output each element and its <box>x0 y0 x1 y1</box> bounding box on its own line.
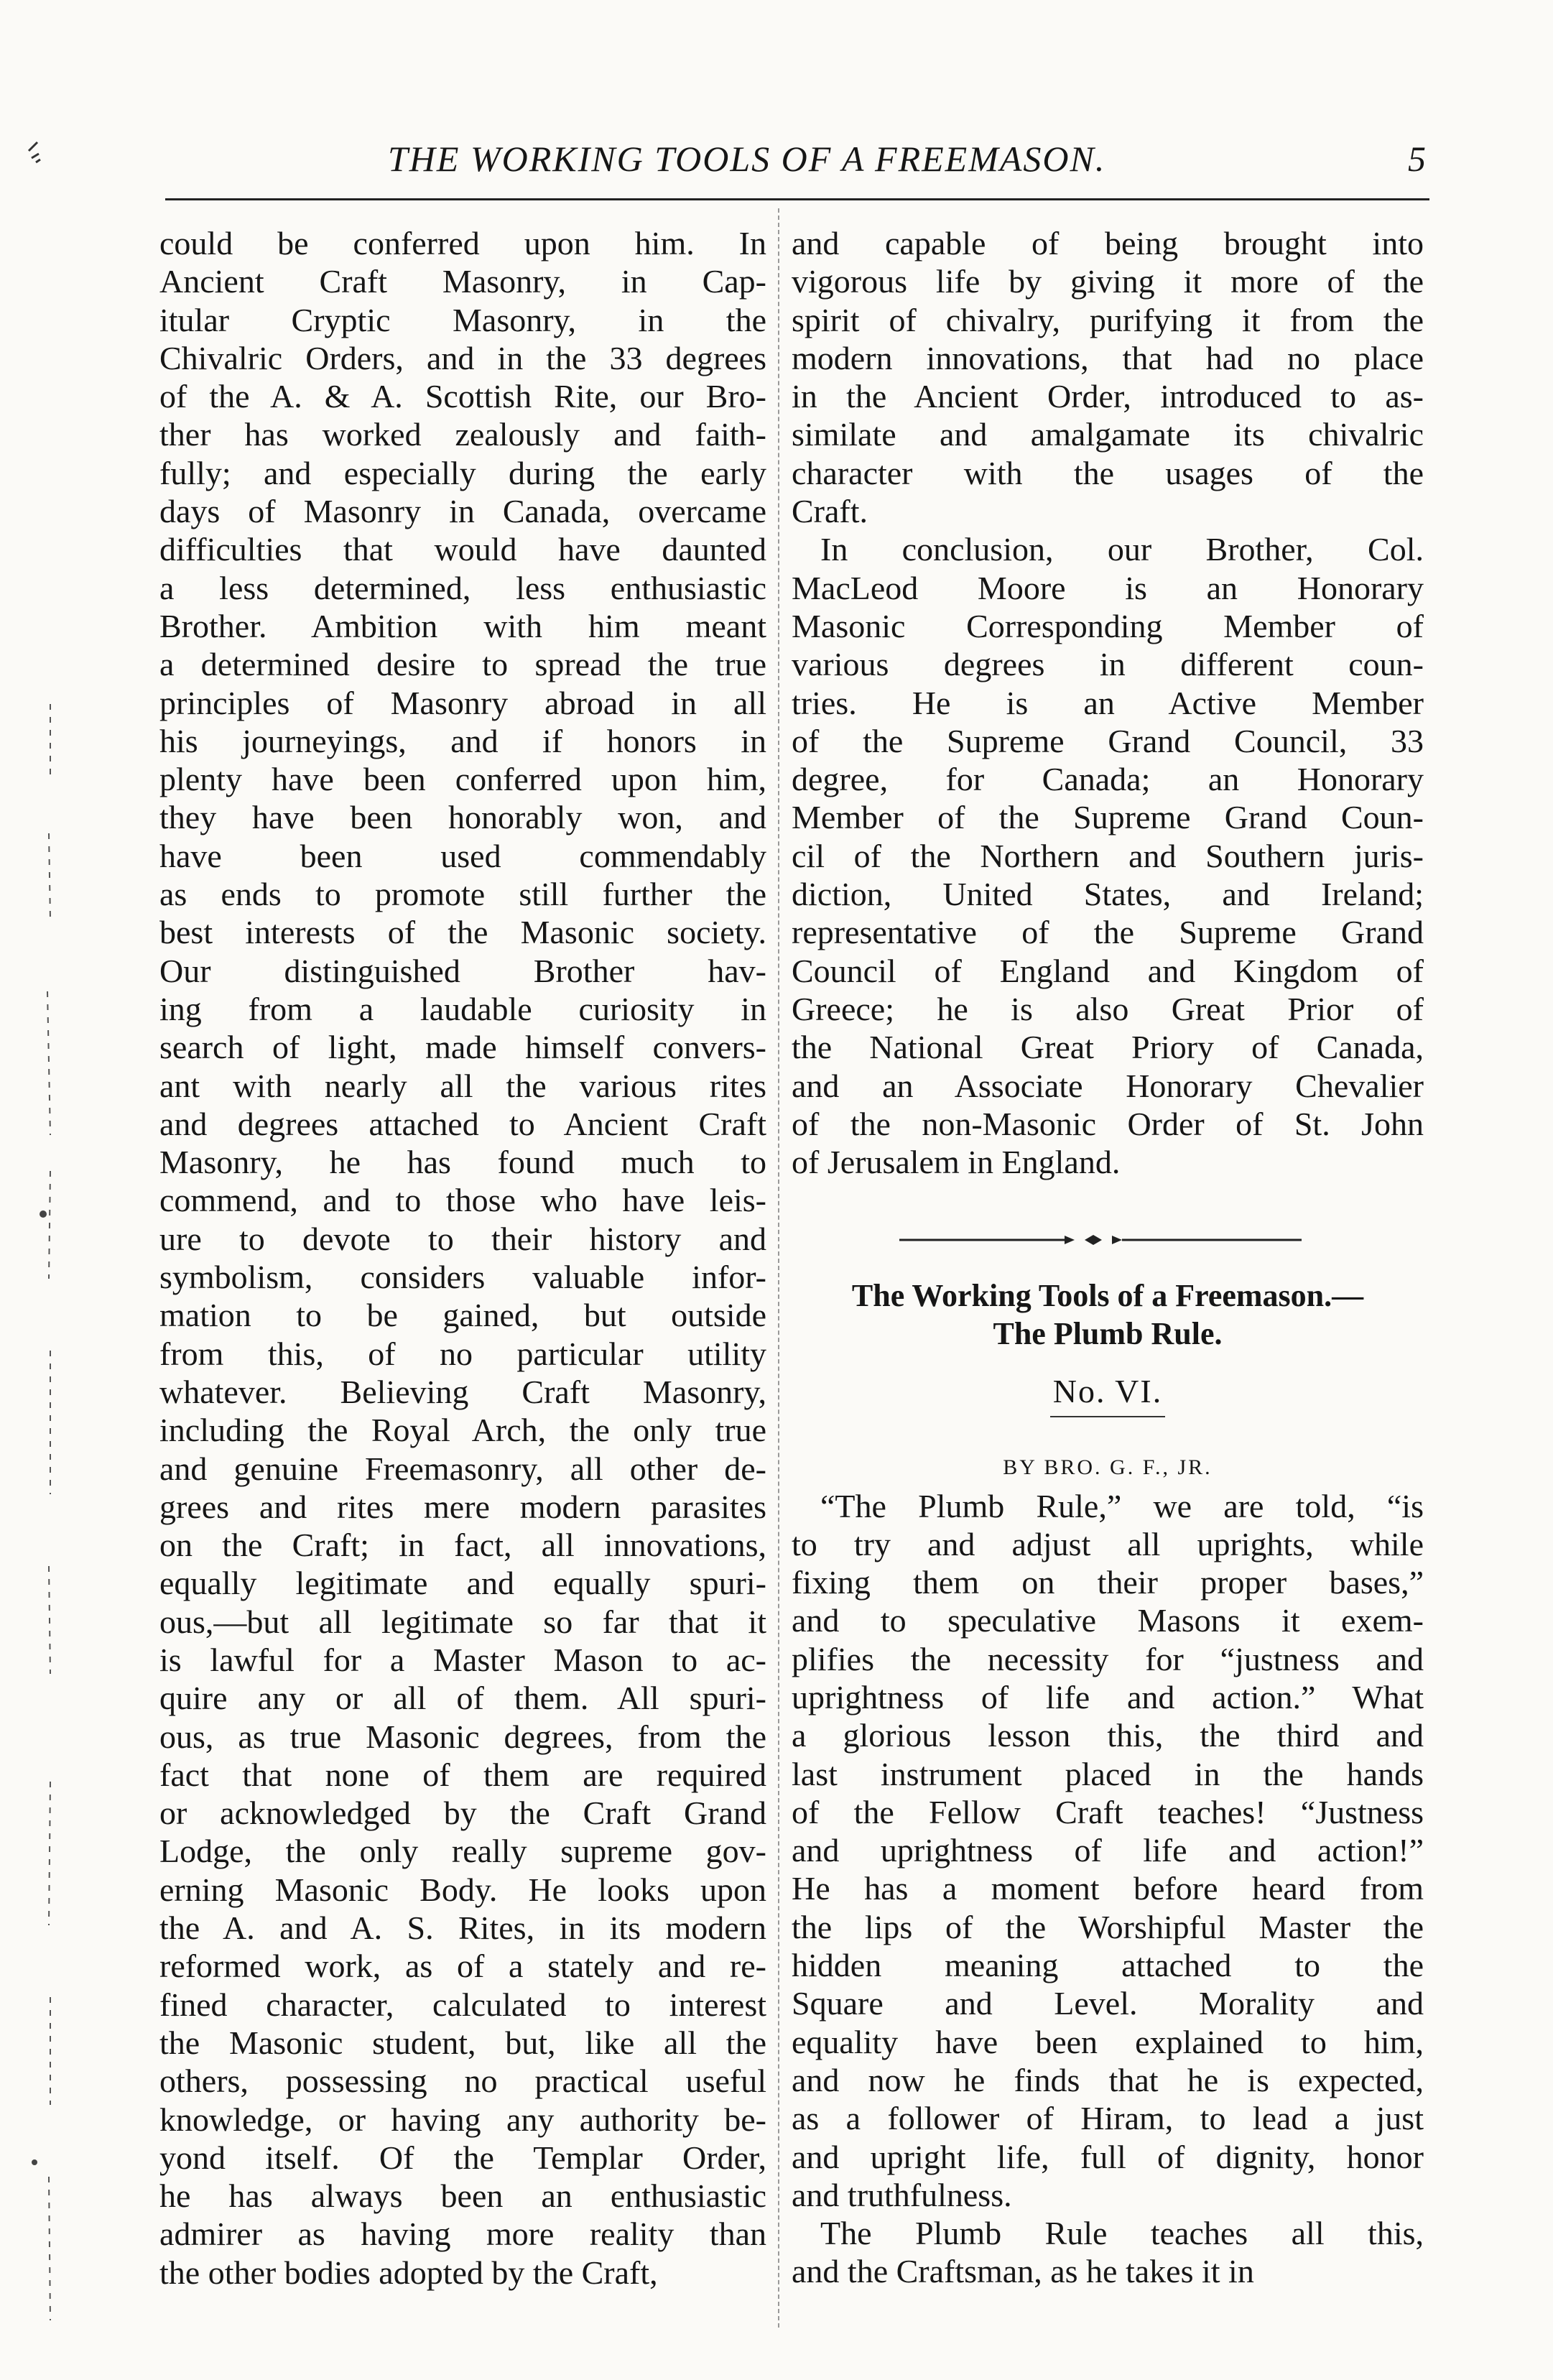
text-line: the lips of the Worshipful Master the <box>792 1908 1424 1945</box>
text-line: and an Associate Honorary Chevalier <box>792 1067 1424 1104</box>
text-line: Square and Level. Morality and <box>792 1985 1424 2022</box>
text-line: Lodge, the only really supreme gov- <box>159 1833 766 1870</box>
text-line: Our distinguished Brother hav- <box>159 952 766 989</box>
left-column <box>159 224 766 2292</box>
text-line: and degrees attached to Ancient Craft <box>159 1105 766 1142</box>
article-subheading: The Plumb Rule. <box>993 1316 1223 1352</box>
text-line: of the non-Masonic Order of St. John <box>792 1105 1424 1142</box>
section-ornament <box>792 1220 1424 1258</box>
text-line: erning Masonic Body. He looks upon <box>159 1871 766 1908</box>
text-line: fact that none of them are required <box>159 1756 766 1793</box>
text-line: difficulties that would have daunted <box>159 531 766 568</box>
article-body <box>792 1487 1424 2291</box>
text-line: ous,—but all legitimate so far that it <box>159 1603 766 1640</box>
column-divider <box>778 208 779 2328</box>
text-line: ous, as true Masonic degrees, from the <box>159 1718 766 1755</box>
text-line: best interests of the Masonic society. <box>159 914 766 951</box>
text-line: Member of the Supreme Grand Coun- <box>792 799 1424 836</box>
text-line: Ancient Craft Masonry, in Cap- <box>159 263 766 300</box>
text-line: including the Royal Arch, the only true <box>159 1412 766 1449</box>
text-line: a less determined, less enthusiastic <box>159 569 766 606</box>
text-line: on the Craft; in fact, all innovations, <box>159 1527 766 1564</box>
text-line: and capable of being brought into <box>792 225 1424 261</box>
text-line: cil of the Northern and Southern juris- <box>792 837 1424 874</box>
text-line: of the Supreme Grand Council, 33 <box>792 722 1424 759</box>
text-line: “The Plumb Rule,” we are told, “is <box>820 1487 1424 1524</box>
conclusion-paragraph <box>792 530 1424 1181</box>
text-line: tries. He is an Active Member <box>792 684 1424 721</box>
text-line: diction, United States, and Ireland; <box>792 876 1424 913</box>
text-line: Greece; he is also Great Prior of <box>792 990 1424 1027</box>
text-line: he has always been an enthusiastic <box>159 2177 766 2215</box>
text-line: Masonry, he has found much to <box>159 1144 766 1181</box>
text-line: in the Ancient Order, introduced to as- <box>792 378 1424 415</box>
text-line: equality have been explained to him, <box>792 2023 1424 2060</box>
text-line: they have been honorably won, and <box>159 799 766 836</box>
text-line: In conclusion, our Brother, Col. <box>820 531 1424 568</box>
text-line: and to speculative Masons it exem- <box>792 1602 1424 1639</box>
text-line: a glorious lesson this, the third and <box>792 1717 1424 1754</box>
text-line: last instrument placed in the hands <box>792 1755 1424 1792</box>
text-line: reformed work, as of a stately and re- <box>159 1948 766 1985</box>
running-title: THE WORKING TOOLS OF A FREEMASON. <box>388 139 1106 179</box>
right-column <box>792 224 1424 2291</box>
text-line: or acknowledged by the Craft Grand <box>159 1795 766 1832</box>
text-line: and now he finds that he is expected, <box>792 2061 1424 2098</box>
text-line: Chivalric Orders, and in the 33 degrees <box>159 339 766 376</box>
text-line: his journeyings, and if honors in <box>159 722 766 759</box>
text-line: vigorous life by giving it more of the <box>792 263 1424 300</box>
text-line: have been used commendably <box>159 837 766 874</box>
text-line: ing from a laudable curiosity in <box>159 990 766 1027</box>
text-line: is lawful for a Master Mason to ac- <box>159 1641 766 1678</box>
text-line: from this, of no particular utility <box>159 1335 766 1372</box>
text-line: MacLeod Moore is an Honorary <box>792 569 1424 606</box>
text-line: of the Fellow Craft teaches! “Justness <box>792 1793 1424 1830</box>
text-line: and truthfulness. <box>792 2176 1012 2213</box>
text-line: as a follower of Hiram, to lead a just <box>792 2100 1424 2137</box>
text-line: hidden meaning attached to the <box>792 1947 1424 1984</box>
text-line: He has a moment before heard from <box>792 1870 1424 1907</box>
text-line: similate and amalgamate its chivalric <box>792 416 1424 453</box>
margin-binding-marks <box>22 129 57 2356</box>
text-line: representative of the Supreme Grand <box>792 914 1424 951</box>
text-line: and the Craftsman, as he takes it in <box>792 2253 1254 2290</box>
text-line: fully; and especially during the early <box>159 454 766 491</box>
text-line: fixing them on their proper bases,” <box>792 1564 1424 1601</box>
article-number: No. VI. <box>1052 1372 1163 1409</box>
text-line: of Jerusalem in England. <box>792 1144 1121 1181</box>
text-line: and genuine Freemasonry, all other de- <box>159 1450 766 1487</box>
text-line: plenty have been conferred upon him, <box>159 761 766 798</box>
text-line: Council of England and Kingdom of <box>792 952 1424 989</box>
byline: BY BRO. G. F., JR. <box>1003 1455 1213 1480</box>
header-rule <box>165 198 1429 200</box>
text-line: knowledge, or having any authority be- <box>159 2101 766 2138</box>
spacer <box>792 1258 1424 1277</box>
text-line: search of light, made himself convers- <box>159 1029 766 1066</box>
text-line: various degrees in different coun- <box>792 646 1424 683</box>
running-head <box>165 135 1426 193</box>
article-heading: The Working Tools of a Freemason.— <box>851 1278 1364 1314</box>
text-line: mation to be gained, but outside <box>159 1297 766 1334</box>
text-line: plifies the necessity for “justness and <box>792 1640 1424 1677</box>
text-line: could be conferred upon him. In <box>159 225 766 261</box>
text-line: the other bodies adopted by the Craft, <box>159 2254 658 2291</box>
text-line: a determined desire to spread the true <box>159 646 766 683</box>
text-line: to try and adjust all uprights, while <box>792 1525 1424 1562</box>
text-line: fined character, calculated to interest <box>159 1986 766 2023</box>
text-line: degree, for Canada; an Honorary <box>792 761 1424 798</box>
text-line: modern innovations, that had no place <box>792 339 1424 376</box>
text-line: and uprightness of life and action!” <box>792 1832 1424 1869</box>
spacer <box>792 1181 1424 1219</box>
text-line: character with the usages of the <box>792 454 1424 491</box>
text-line: days of Masonry in Canada, overcame <box>159 493 766 530</box>
text-line: grees and rites mere modern parasites <box>159 1488 766 1525</box>
text-line: Masonic Corresponding Member of <box>792 607 1424 644</box>
text-line: spirit of chivalry, purifying it from the <box>792 301 1424 338</box>
right-column-continuation <box>792 224 1424 530</box>
text-line: whatever. Believing Craft Masonry, <box>159 1373 766 1410</box>
text-line: symbolism, considers valuable infor- <box>159 1259 766 1296</box>
text-line: ant with nearly all the various rites <box>159 1067 766 1104</box>
text-line: yond itself. Of the Templar Order, <box>159 2139 766 2176</box>
spacer <box>792 1353 1424 1372</box>
text-line: admirer as having more reality than <box>159 2215 766 2253</box>
text-line: equally legitimate and equally spuri- <box>159 1565 766 1602</box>
text-line: The Plumb Rule teaches all this, <box>820 2215 1424 2252</box>
text-line: ther has worked zealously and faith- <box>159 416 766 453</box>
page-number: 5 <box>1408 139 1426 179</box>
text-line: Brother. Ambition with him meant <box>159 607 766 644</box>
text-line: of the A. & A. Scottish Rite, our Bro- <box>159 378 766 415</box>
text-line: quire any or all of them. All spuri- <box>159 1680 766 1717</box>
text-line: ure to devote to their history and <box>159 1220 766 1257</box>
text-line: others, possessing no practical useful <box>159 2062 766 2100</box>
text-line: the A. and A. S. Rites, in its modern <box>159 1909 766 1947</box>
text-line: as ends to promote still further the <box>159 876 766 913</box>
text-line: and upright life, full of dignity, honor <box>792 2138 1424 2175</box>
text-line: the National Great Priory of Canada, <box>792 1029 1424 1066</box>
text-line: principles of Masonry abroad in all <box>159 684 766 721</box>
text-line: itular Cryptic Masonry, in the <box>159 301 766 338</box>
short-rule <box>792 1410 1424 1448</box>
text-line: uprightness of life and action.” What <box>792 1678 1424 1715</box>
text-line: the Masonic student, but, like all the <box>159 2024 766 2061</box>
text-line: commend, and to those who have leis- <box>159 1182 766 1219</box>
left-column-lines <box>159 224 766 2292</box>
text-line: Craft. <box>792 493 868 530</box>
